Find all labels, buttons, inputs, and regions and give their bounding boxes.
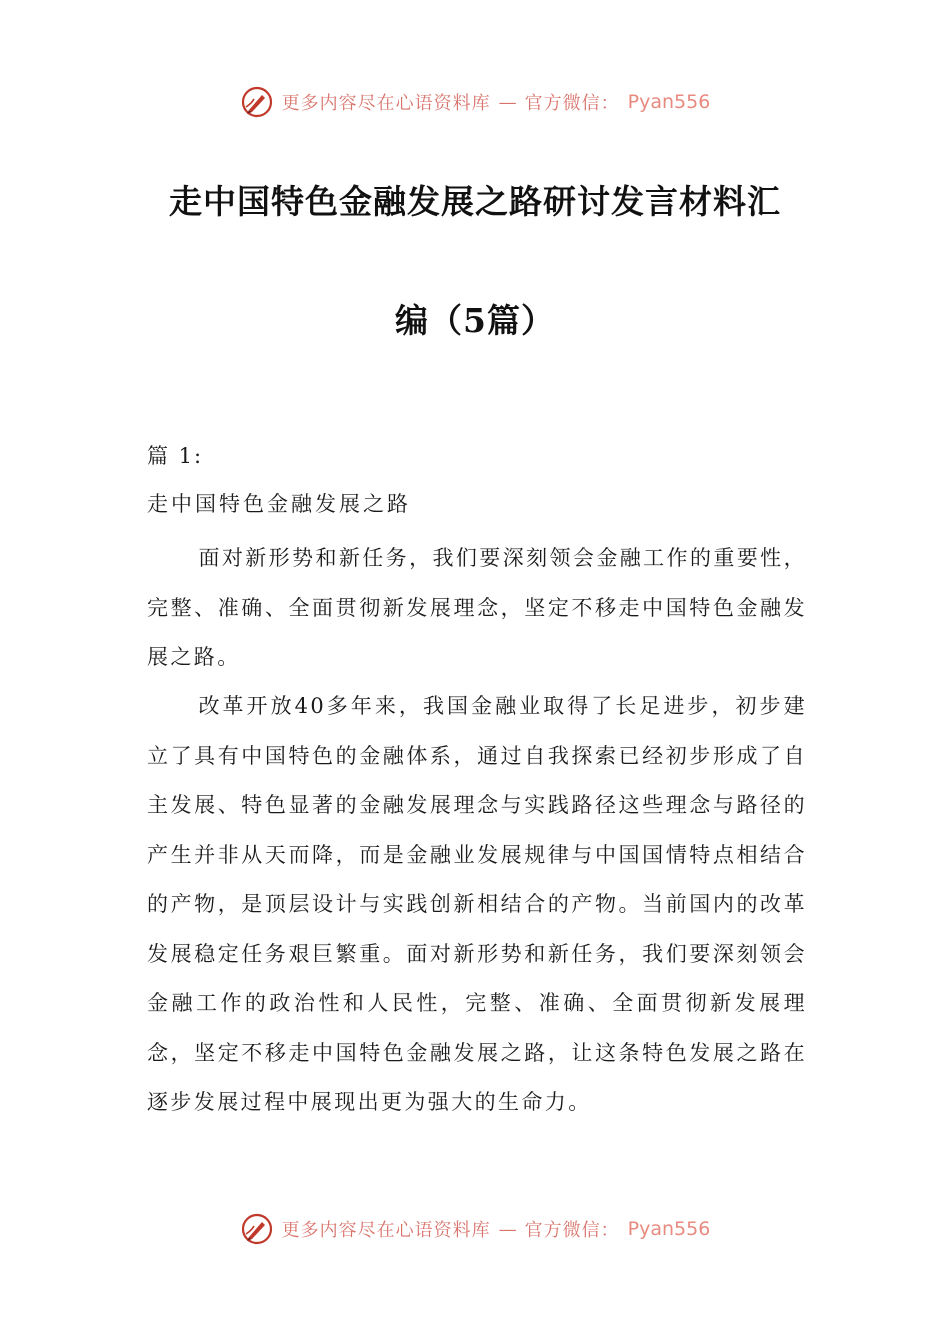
banner-contact-label: 官方微信： <box>524 1220 620 1241</box>
banner-contact-label: 官方微信： <box>524 93 620 114</box>
banner-brand-text: 更多内容尽在心语资料库 <box>281 93 491 114</box>
section-heading: 走中国特色金融发展之路 <box>147 492 411 516</box>
banner-brand-text: 更多内容尽在心语资料库 <box>281 1220 491 1241</box>
banner-wechat-handle: Pyan556 <box>627 91 711 113</box>
body-paragraph-1: 面对新形势和新任务，我们要深刻领会金融工作的重要性，完整、准确、全面贯彻新发展理念，坚定不移走中国特色金融发展之路。 <box>147 546 807 669</box>
header-banner <box>0 80 950 124</box>
footer-banner <box>0 1207 950 1251</box>
banner-separator: — <box>498 91 517 113</box>
document-title-line-1: 走中国特色金融发展之路研讨发言材料汇 <box>169 182 781 221</box>
banner-separator: — <box>498 1218 517 1240</box>
banner-wechat-handle: Pyan556 <box>627 1218 711 1240</box>
document-title-line-2: 编（5篇） <box>395 301 555 340</box>
body-paragraph-2: 改革开放40多年来，我国金融业取得了长足进步，初步建立了具有中国特色的金融体系，通过自我探索已经初步形成了自主发展、特色显著的金融发展理念与实践路径这些理念与路径的产生并非从天而降，而是金融业发展规律与中国国情特点相结合的产物，是顶层设计与实践创新相结合的产物。当前国内的改革发展稳定任务艰巨繁重。面对新形势和新任务，我们要深刻领会金融工作的政治性和人民性，完整、准确、全面贯彻新发展理念，坚定不移走中国特色金融发展之路，让这条特色发展之路在逐步发展过程中展现出更为强大的生命力。 <box>147 694 807 1114</box>
section-label: 篇 1: <box>147 444 204 468</box>
pen-logo-icon <box>240 85 274 119</box>
pen-logo-icon <box>240 1212 274 1246</box>
